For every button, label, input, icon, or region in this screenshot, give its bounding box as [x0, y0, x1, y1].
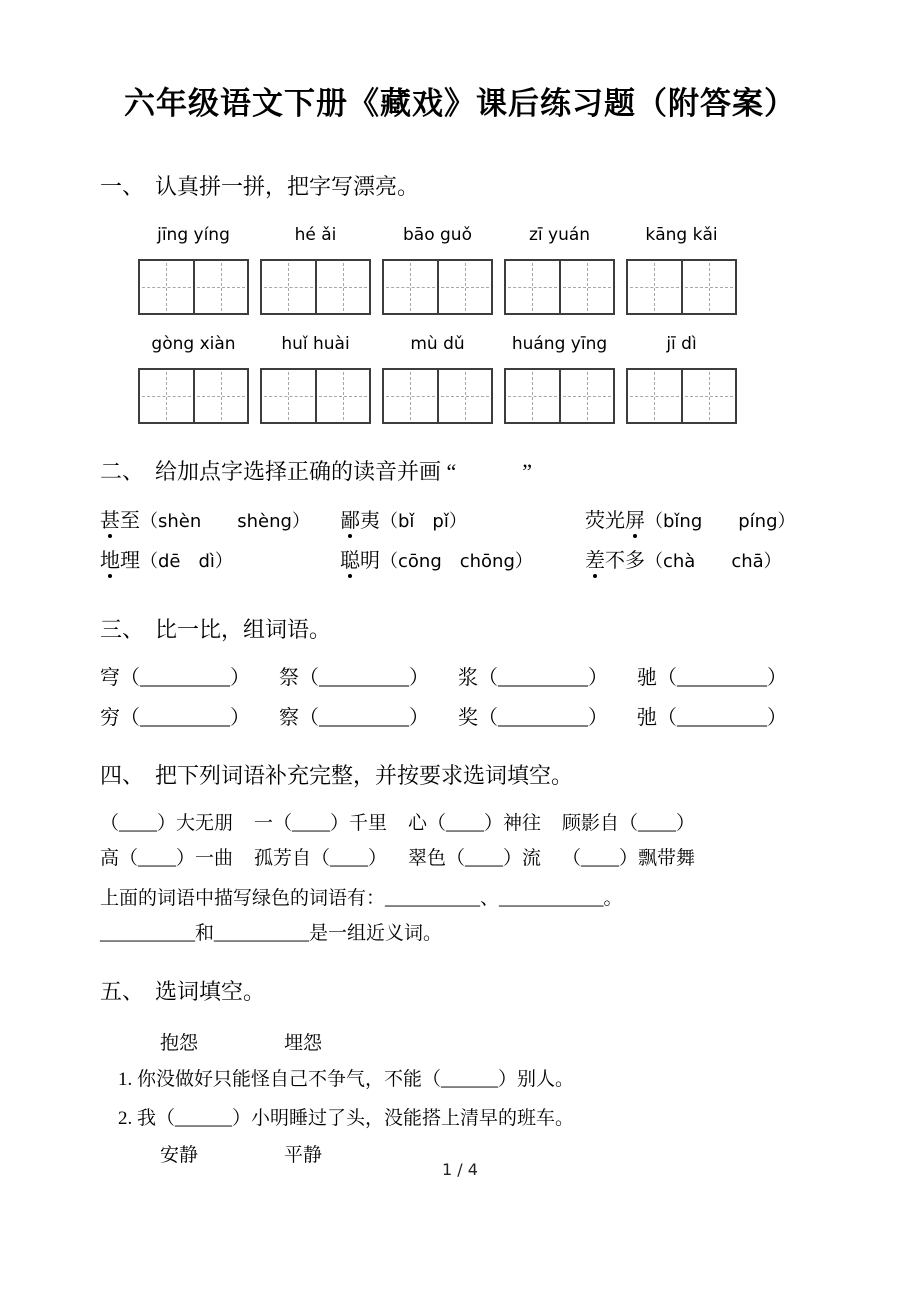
- dotted-char: 甚: [100, 510, 120, 532]
- pinyin-choices[interactable]: （shèn shèng）: [140, 511, 310, 532]
- word-choice[interactable]: 埋怨: [284, 1033, 323, 1054]
- idiom-row-2: [100, 846, 820, 872]
- section-pronunciation: [100, 457, 820, 575]
- writing-unit: [382, 334, 493, 424]
- writing-cell[interactable]: [315, 370, 370, 422]
- writing-cell[interactable]: [628, 370, 681, 422]
- pron-item[interactable]: [585, 508, 796, 535]
- dotted-char: 鄙: [340, 510, 360, 532]
- word-suffix: 理: [120, 550, 140, 572]
- writing-unit: [626, 334, 737, 424]
- writing-grid[interactable]: [260, 368, 371, 424]
- idiom-blank-item[interactable]: （____）大无朋: [100, 813, 234, 834]
- writing-cell[interactable]: [437, 261, 492, 313]
- dotted-char: 地: [100, 550, 120, 572]
- pinyin-label: huǐ huài: [281, 334, 350, 354]
- writing-cell[interactable]: [140, 261, 193, 313]
- writing-unit: [504, 225, 615, 315]
- idiom-blank-item[interactable]: （____）飘带舞: [562, 848, 696, 869]
- writing-grid[interactable]: [626, 259, 737, 315]
- writing-unit: [138, 334, 249, 424]
- pinyin-label: huáng yīng: [511, 334, 608, 354]
- writing-cell[interactable]: [140, 370, 193, 422]
- writing-unit: [626, 225, 737, 315]
- writing-cell[interactable]: [681, 370, 736, 422]
- writing-cell[interactable]: [262, 370, 315, 422]
- writing-cell[interactable]: [384, 261, 437, 313]
- pinyin-label: kāng kǎi: [645, 225, 718, 245]
- instruction-green-words: 上面的词语中描写绿色的词语有：__________、___________。: [100, 888, 623, 909]
- pronunciation-line-1: [100, 508, 820, 535]
- writing-grid[interactable]: [260, 259, 371, 315]
- pinyin-label: bāo guǒ: [403, 225, 472, 245]
- word-suffix: 不多: [605, 550, 645, 572]
- section-1-heading: 一、 认真拼一拼，把字写漂亮。: [100, 174, 420, 199]
- dotted-char: 屏: [625, 510, 645, 532]
- word-pair-item[interactable]: 弛（_________）: [637, 707, 787, 729]
- word-choice[interactable]: 安静: [160, 1145, 199, 1166]
- writing-cell[interactable]: [193, 261, 248, 313]
- word-prefix: 荧光: [585, 510, 625, 532]
- writing-cell[interactable]: [193, 370, 248, 422]
- writing-unit: [504, 334, 615, 424]
- page-number: 1 / 4: [442, 1160, 478, 1179]
- writing-cell[interactable]: [559, 261, 614, 313]
- writing-unit: [138, 225, 249, 315]
- writing-grid[interactable]: [504, 368, 615, 424]
- word-pair-item[interactable]: 驰（_________）: [637, 667, 787, 689]
- section-idiom-completion: [100, 761, 820, 947]
- word-pair-item[interactable]: 奖（_________）: [458, 707, 608, 729]
- section-word-choice: [100, 977, 820, 1168]
- word-choice[interactable]: 平静: [284, 1145, 323, 1166]
- writing-cell[interactable]: [262, 261, 315, 313]
- idiom-blank-item[interactable]: 一（____）千里: [254, 813, 388, 834]
- pinyin-choices[interactable]: （bǐ pǐ）: [380, 511, 467, 532]
- pinyin-label: hé ǎi: [294, 225, 337, 245]
- writing-grid[interactable]: [138, 368, 249, 424]
- writing-row-1: [138, 225, 820, 315]
- pinyin-choices[interactable]: （bǐng píng）: [645, 511, 796, 532]
- idiom-blank-item[interactable]: 顾影自（____）: [562, 813, 696, 834]
- word-suffix: 至: [120, 510, 140, 532]
- pinyin-choices[interactable]: （cōng chōng）: [380, 551, 533, 572]
- word-pair-row-2: [100, 705, 820, 731]
- fill-sentence-1[interactable]: 1. 你没做好只能怪自己不争气，不能（______）别人。: [118, 1069, 575, 1090]
- word-pair-item[interactable]: 浆（_________）: [458, 667, 608, 689]
- section-3-heading: 三、 比一比，组词语。: [100, 617, 332, 642]
- idiom-blank-item[interactable]: 高（____）一曲: [100, 848, 234, 869]
- word-choice-row-1: [160, 1032, 820, 1056]
- writing-cell[interactable]: [315, 261, 370, 313]
- idiom-blank-item[interactable]: 心（____）神往: [408, 813, 542, 834]
- pron-item[interactable]: [100, 548, 340, 575]
- dotted-char: 聪: [340, 550, 360, 572]
- pron-item[interactable]: [340, 508, 585, 535]
- writing-grid[interactable]: [138, 259, 249, 315]
- writing-grid[interactable]: [382, 259, 493, 315]
- writing-unit: [260, 334, 371, 424]
- pinyin-label: jī dì: [666, 334, 697, 354]
- writing-cell[interactable]: [681, 261, 736, 313]
- page-title: 六年级语文下册《藏戏》课后练习题（附答案）: [124, 86, 796, 121]
- pron-item[interactable]: [585, 548, 782, 575]
- idiom-row-1: [100, 811, 820, 837]
- section-5-heading: 五、 选词填空。: [100, 979, 266, 1004]
- word-pair-item[interactable]: 穷（_________）: [100, 707, 250, 729]
- section-4-heading: 四、 把下列词语补充完整，并按要求选词填空。: [100, 763, 574, 788]
- pinyin-choices[interactable]: （dē dì）: [140, 551, 233, 572]
- writing-unit: [382, 225, 493, 315]
- word-pair-item[interactable]: 察（_________）: [279, 707, 429, 729]
- pinyin-label: zī yuán: [528, 225, 591, 245]
- writing-cell[interactable]: [506, 370, 559, 422]
- instruction-synonyms: __________和__________是一组近义词。: [100, 923, 443, 944]
- idiom-blank-item[interactable]: 翠色（____）流: [408, 848, 542, 869]
- pinyin-label: gòng xiàn: [151, 334, 236, 354]
- dotted-char: 差: [585, 550, 605, 572]
- section-word-pairs: [100, 615, 820, 731]
- pron-item[interactable]: [100, 508, 340, 535]
- section-2-heading: 二、 给加点字选择正确的读音并画 “ ”: [100, 459, 533, 484]
- idiom-blank-item[interactable]: 孤芳自（____）: [254, 848, 388, 869]
- writing-grid[interactable]: [626, 368, 737, 424]
- word-suffix: 明: [360, 550, 380, 572]
- writing-cell[interactable]: [628, 261, 681, 313]
- section-pinyin-writing: [100, 172, 820, 424]
- writing-cell[interactable]: [437, 370, 492, 422]
- pron-item[interactable]: [340, 548, 585, 575]
- word-pair-item[interactable]: 祭（_________）: [279, 667, 429, 689]
- fill-sentence-2[interactable]: 2. 我（______）小明睡过了头，没能搭上清早的班车。: [118, 1108, 575, 1129]
- pinyin-label: jīng yíng: [157, 225, 230, 245]
- writing-cell[interactable]: [506, 261, 559, 313]
- pinyin-choices[interactable]: （chà chā）: [645, 551, 782, 572]
- writing-unit: [260, 225, 371, 315]
- pronunciation-line-2: [100, 548, 820, 575]
- word-pair-item[interactable]: 穹（_________）: [100, 667, 250, 689]
- pinyin-label: mù dǔ: [410, 334, 465, 354]
- word-suffix: 夷: [360, 510, 380, 532]
- writing-grid[interactable]: [382, 368, 493, 424]
- writing-cell[interactable]: [384, 370, 437, 422]
- word-pair-row-1: [100, 665, 820, 691]
- writing-cell[interactable]: [559, 370, 614, 422]
- writing-grid[interactable]: [504, 259, 615, 315]
- word-choice[interactable]: 抱怨: [160, 1033, 199, 1054]
- writing-row-2: [138, 334, 820, 424]
